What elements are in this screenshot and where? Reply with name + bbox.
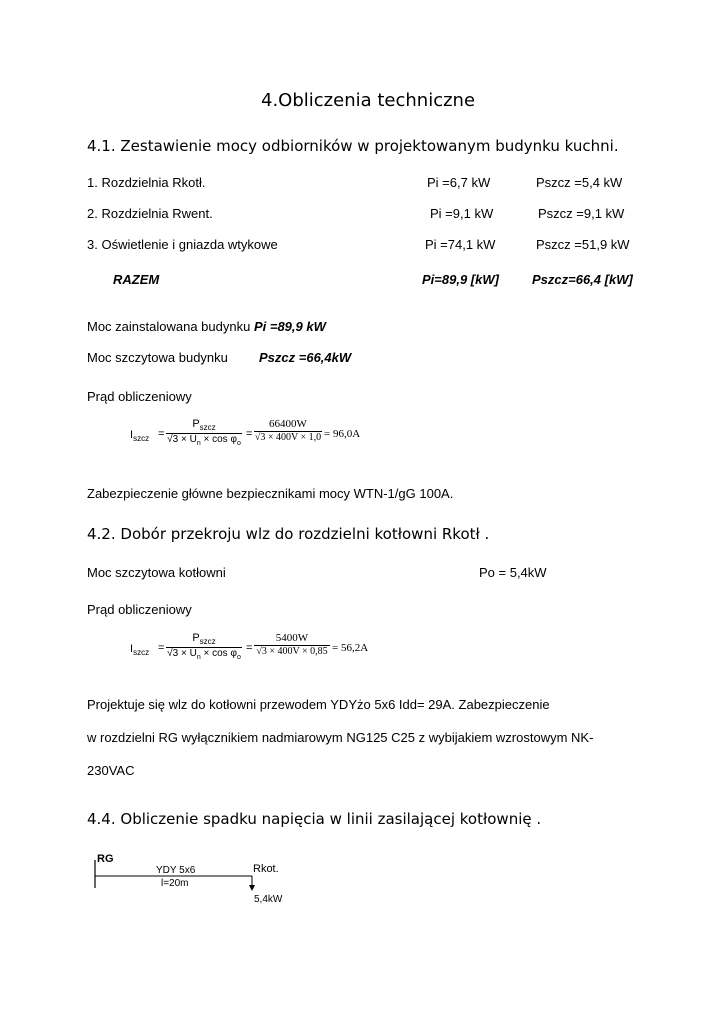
row-1-name: 1. Rozdzielnia Rkotł. bbox=[87, 175, 206, 190]
wlz-paragraph-line-2: w rozdzielni RG wyłącznikiem nadmiarowym NG125 C25 z wybijakiem wzrostowym NK- bbox=[87, 730, 594, 745]
diagram-source-label: RG bbox=[97, 853, 114, 865]
diagram-load-power: 5,4kW bbox=[254, 894, 283, 905]
boiler-peak-label: Moc szczytowa kotłowni bbox=[87, 565, 226, 580]
formula-2-result: = 56,2A bbox=[332, 642, 369, 654]
boiler-peak-value: Po = 5,4kW bbox=[479, 565, 547, 580]
row-1-pszcz: Pszcz =5,4 kW bbox=[536, 175, 623, 190]
formula-current-building bbox=[130, 418, 390, 458]
wlz-paragraph-line-1: Projektuje się wlz do kotłowni przewodem YDYżo 5x6 Idd= 29A. Zabezpieczenie bbox=[87, 697, 550, 712]
row-2-name: 2. Rozdzielnia Rwent. bbox=[87, 206, 213, 221]
row-2-pi: Pi =9,1 kW bbox=[430, 206, 494, 221]
peak-power-value: Pszcz =66,4kW bbox=[259, 350, 352, 365]
wlz-paragraph-line-3: 230VAC bbox=[87, 763, 135, 778]
current-label-1: Prąd obliczeniowy bbox=[87, 389, 192, 404]
section-heading-4-4: 4.4. Obliczenie spadku napięcia w linii zasilającej kotłownię . bbox=[87, 810, 542, 828]
formula-1-frac1: $P_{szcz}$ $√3 \times U_n \times \cos \varphi_o$ bbox=[167, 418, 241, 448]
row-3-name: 3. Oświetlenie i gniazda wtykowe bbox=[87, 237, 278, 252]
formula-1-eq2: = bbox=[246, 428, 253, 440]
formula-current-boiler bbox=[130, 632, 390, 672]
installed-power-label: Moc zainstalowana budynku bbox=[87, 319, 251, 334]
row-3-pi: Pi =74,1 kW bbox=[425, 237, 496, 252]
row-2-pszcz: Pszcz =9,1 kW bbox=[538, 206, 625, 221]
total-pszcz: Pszcz=66,4 [kW] bbox=[532, 272, 633, 287]
section-heading-4-2: 4.2. Dobór przekroju wlz do rozdzielni kotłowni Rkotł . bbox=[87, 525, 490, 543]
voltage-drop-diagram bbox=[90, 852, 310, 912]
formula-2-frac1: $P_{szcz}$ $√3 \times U_n \times \cos \varphi_o$ bbox=[167, 632, 241, 662]
section-heading-4-1: 4.1. Zestawienie mocy odbiorników w projektowanym budynku kuchni. bbox=[87, 137, 619, 155]
diagram-load-name: Rkot. bbox=[253, 863, 279, 875]
installed-power-value: Pi =89,9 kW bbox=[253, 319, 326, 334]
total-label: RAZEM bbox=[113, 272, 160, 287]
formula-1-eq1: = bbox=[158, 428, 165, 440]
row-1-pi: Pi =6,7 kW bbox=[427, 175, 491, 190]
formula-2-eq1: = bbox=[158, 642, 165, 654]
total-pi: Pi=89,9 [kW] bbox=[422, 272, 499, 287]
page-title: 4.Obliczenia techniczne bbox=[261, 90, 476, 111]
formula-1-lhs: $I_{szcz}$ bbox=[130, 429, 150, 444]
formula-1-result: = 96,0A bbox=[324, 428, 361, 440]
diagram-length-label: l=20m bbox=[161, 878, 189, 889]
diagram-cable-label: YDY 5x6 bbox=[156, 865, 196, 876]
installed-power-line bbox=[87, 319, 326, 334]
formula-1-frac2: $\frac{66400W}{√3 \times 400V \times 1,0}$ bbox=[254, 418, 322, 443]
main-protection-text: Zabezpieczenie główne bezpiecznikami mocy WTN-1/gG 100A. bbox=[87, 486, 454, 501]
current-label-2: Prąd obliczeniowy bbox=[87, 602, 192, 617]
formula-2-lhs: $I_{szcz}$ bbox=[130, 643, 150, 658]
formula-2-frac2: $\frac{5400W}{√3 \times 400V \times 0,85}$ bbox=[254, 632, 330, 657]
formula-2-eq2: = bbox=[246, 642, 253, 654]
peak-power-label: Moc szczytowa budynku bbox=[87, 350, 228, 365]
row-3-pszcz: Pszcz =51,9 kW bbox=[536, 237, 630, 252]
